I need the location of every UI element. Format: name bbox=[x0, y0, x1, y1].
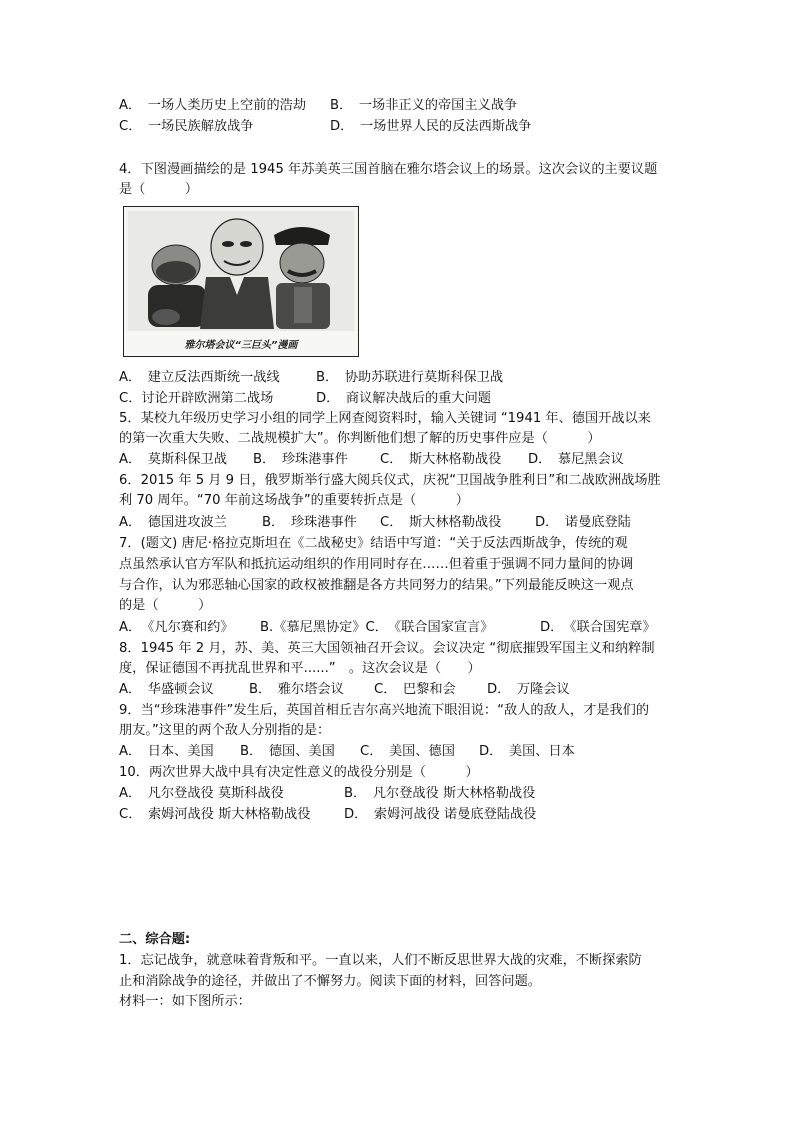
section2-q1-line1: 1．忘记战争，就意味着背叛和平。一直以来，人们不断反思世界大战的灾难，不断探索防 bbox=[119, 953, 642, 968]
q5-option-c: C． 斯大林格勒战役 bbox=[380, 452, 502, 467]
q5-stem-line1: 5．某校九年级历史学习小组的同学上网查阅资料时，输入关键词 “1941 年、德国开战以来 bbox=[119, 411, 651, 426]
q9-stem-line2: 朋友。”这里的两个敌人分别指的是： bbox=[119, 723, 331, 738]
yalta-cartoon-drawing bbox=[124, 207, 358, 356]
q10-stem: 10．两次世界大战中具有决定性意义的战役分别是（ ） bbox=[119, 765, 479, 780]
q7-stem-line1: 7．(题文) 唐尼·格拉克斯坦在《二战秘史》结语中写道：“关于反法西斯战争，传统的观 bbox=[119, 536, 628, 551]
q5-option-d: D． 慕尼黑会议 bbox=[528, 452, 624, 467]
q4-stem-line2: 是（ ） bbox=[119, 182, 199, 197]
q4-option-c: C．讨论开辟欧洲第二战场 bbox=[119, 391, 274, 406]
q6-option-c: C． 斯大林格勒战役 bbox=[380, 515, 502, 530]
q9-stem-line1: 9．当“珍珠港事件”发生后，英国首相丘吉尔高兴地流下眼泪说：“敌人的敌人，才是我们的 bbox=[119, 703, 650, 718]
q3-option-c: C． 一场民族解放战争 bbox=[119, 119, 254, 134]
q4-stem-line1: 4．下图漫画描绘的是 1945 年苏美英三国首脑在雅尔塔会议上的场景。这次会议的主要议题 bbox=[119, 162, 658, 177]
q4-option-a: A． 建立反法西斯统一战线 bbox=[119, 370, 280, 385]
q6-option-b: B． 珍珠港事件 bbox=[262, 515, 357, 530]
q5-option-b: B． 珍珠港事件 bbox=[253, 452, 348, 467]
yalta-cartoon-caption: 雅尔塔会议“三巨头”漫画 bbox=[184, 340, 298, 351]
section2-heading: 二、综合题: bbox=[119, 932, 191, 947]
q3-option-d: D． 一场世界人民的反法西斯战争 bbox=[330, 119, 532, 134]
yalta-cartoon-figure bbox=[123, 206, 359, 357]
q7-option-b-c: B.《慕尼黑协定》C． 《联合国家宣言》 bbox=[260, 620, 494, 635]
q5-option-a: A． 莫斯科保卫战 bbox=[119, 452, 227, 467]
q10-option-d: D． 索姆河战役 诺曼底登陆战役 bbox=[344, 807, 537, 822]
q7-stem-line3: 与合作，认为邪恶轴心国家的政权被推翻是各方共同努力的结果。”下列最能反映这一观点 bbox=[119, 578, 634, 593]
q5-stem-line2: 的第一次重大失败、二战规模扩大”。你判断他们想了解的历史事件应是（ ） bbox=[119, 431, 601, 446]
q9-option-c: C． 美国、德国 bbox=[360, 744, 455, 759]
q10-option-b: B． 凡尔登战役 斯大林格勒战役 bbox=[344, 786, 536, 801]
q7-option-a: A． 《凡尔赛和约》 bbox=[119, 620, 234, 635]
q7-stem-line4: 的是（ ） bbox=[119, 598, 212, 613]
q4-option-b: B． 协助苏联进行莫斯科保卫战 bbox=[316, 370, 504, 385]
section2-material1: 材料一：如下图所示： bbox=[119, 994, 251, 1009]
section2-q1-line2: 止和消除战争的途径，并做出了不懈努力。阅读下面的材料，回答问题。 bbox=[119, 974, 541, 989]
q9-option-d: D． 美国、日本 bbox=[479, 744, 575, 759]
q8-stem-line1: 8．1945 年 2 月，苏、美、英三大国领袖召开会议。会议决定 “彻底摧毁军国主义和纳粹制 bbox=[119, 641, 655, 656]
q9-option-a: A． 日本、美国 bbox=[119, 744, 214, 759]
q6-option-d: D． 诺曼底登陆 bbox=[535, 515, 631, 530]
q8-option-c: C． 巴黎和会 bbox=[374, 682, 456, 697]
q8-option-d: D． 万隆会议 bbox=[487, 682, 570, 697]
q7-stem-line2: 点虽然承认官方军队和抵抗运动组织的作用同时存在……但着重于强调不同力量间的协调 bbox=[119, 557, 634, 572]
q4-option-d: D． 商议解决战后的重大问题 bbox=[316, 391, 491, 406]
q6-option-a: A． 德国进攻波兰 bbox=[119, 515, 227, 530]
q8-option-b: B． 雅尔塔会议 bbox=[249, 682, 344, 697]
q10-option-a: A． 凡尔登战役 莫斯科战役 bbox=[119, 786, 284, 801]
q3-option-a: A． 一场人类历史上空前的浩劫 bbox=[119, 98, 307, 113]
q3-option-b: B． 一场非正义的帝国主义战争 bbox=[330, 98, 518, 113]
q6-stem-line2: 利 70 周年。“70 年前这场战争”的重要转折点是（ ） bbox=[119, 493, 469, 508]
q7-option-d: D． 《联合国宪章》 bbox=[540, 620, 656, 635]
q10-option-c: C． 索姆河战役 斯大林格勒战役 bbox=[119, 807, 311, 822]
q8-stem-line2: 度，保证德国不再扰乱世界和平......” 。这次会议是（ ） bbox=[119, 661, 481, 676]
q8-option-a: A． 华盛顿会议 bbox=[119, 682, 214, 697]
q6-stem-line1: 6．2015 年 5 月 9 日，俄罗斯举行盛大阅兵仪式，庆祝“卫国战争胜利日”和二战欧洲战场胜 bbox=[119, 473, 661, 488]
q9-option-b: B． 德国、美国 bbox=[240, 744, 335, 759]
